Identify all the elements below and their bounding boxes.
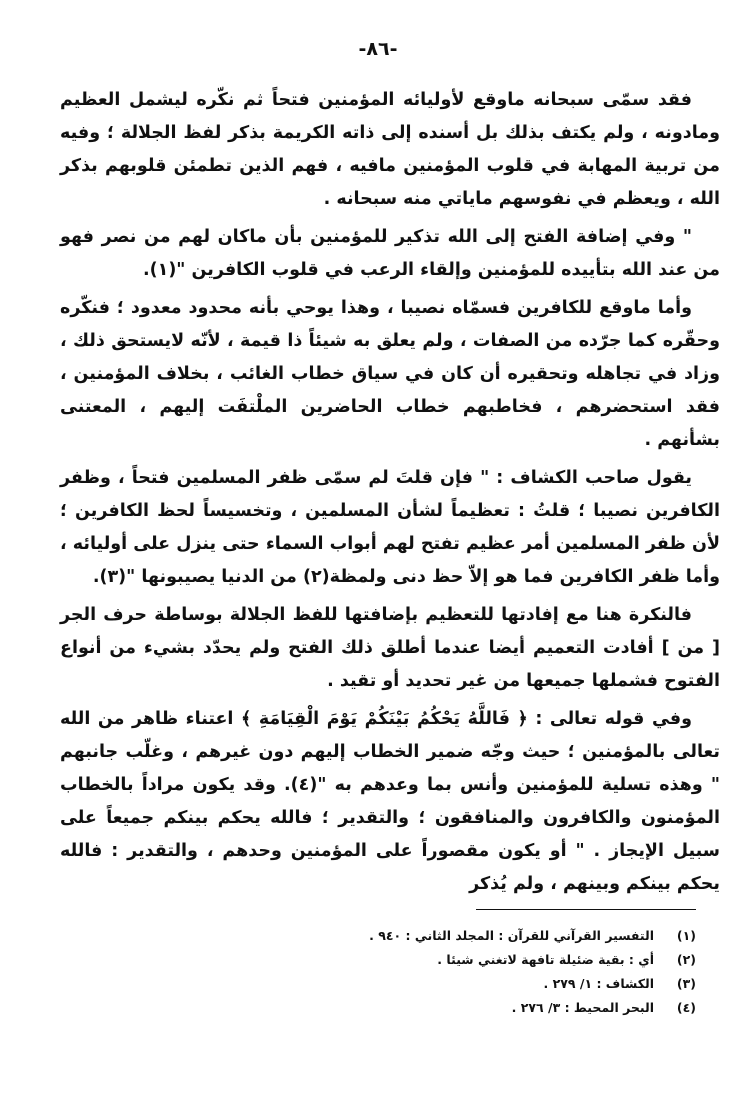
footnote-number: (٤) <box>676 1000 696 1015</box>
main-text <box>60 84 720 906</box>
footnote-number: (٢) <box>676 952 696 967</box>
footnote <box>56 952 696 976</box>
quran-verse: ﴿ فَاللَّهُ يَحْكُمُ بَيْنَكُمْ يَوْمَ الْقِيَامَةِ ﴾ <box>241 709 528 729</box>
paragraph: يقول صاحب الكشاف : " فإن قلتَ لم سمّى ظفر المسلمين فتحاً ، وظفر الكافرين نصيبا ؛ قلتُ : تعظيماً لشأن المسلمين ، وتخسيساً لحظ الكافرين ؛ لأن ظفر المسلمين أمر عظيم تفتح لهم أبواب السماء حتى ينزل على أوليائه ، وأما ظفر الكافرين فما هو إلاّ حظ دنى ولمظة(٢) من الدنيا يصيبونها "(٣). <box>60 468 720 587</box>
footnote-text: التفسير القرآني للقرآن : المجلد الثاني : ٩٤٠ . <box>369 928 654 943</box>
paragraph: وأما ماوقع للكافرين فسمّاه نصيبا ، وهذا يوحي بأنه محدود معدود ؛ فنكّره وحقّره كما جرّده من الصفات ، ولم يعلق به شيئاً ذا قيمة ، لأنّه لايستحق ذلك ، وزاد في تجاهله وتحقيره أن كان في سياق خطاب الغائب ، بخلاف المؤمنين ، فقد استحضرهم ، فخاطبهم خطاب الحاضرين الملْتفَت إليهم ، المعتنى بشأنهم . <box>60 298 720 450</box>
footnote-text: البحر المحيط : ٣/ ٢٧٦ . <box>511 1000 654 1015</box>
footnote-text: الكشاف : ١/ ٢٧٩ . <box>543 976 654 991</box>
footnote <box>56 976 696 1000</box>
page-number: -٨٦- <box>358 38 398 60</box>
paragraph-rest: اعتناء ظاهر من الله تعالى بالمؤمنين ؛ حيث وجّه ضمير الخطاب إليهم دون غيرهم ، وغلّب جانبهم " وهذه تسلية للمؤمنين وأنس بما وعدهم به "(٤). وقد يكون مراداً بالخطاب المؤمنون والكافرون والمنافقون ؛ والتقدير ؛ فالله يحكم بينكم جميعاً على سبيل الإيجاز . " أو يكون مقصوراً على المؤمنين وحدهم ، والتقدير : فالله يحكم بينكم وبينهم ، ولم يُذكر <box>60 709 720 894</box>
footnote-number: (١) <box>676 928 696 943</box>
footnotes <box>56 928 696 1024</box>
paragraph: فالنكرة هنا مع إفادتها للتعظيم بإضافتها للفظ الجلالة بوساطة حرف الجر [ من ] أفادت التعميم أيضا عندما أطلق ذلك الفتح ولم يحدّد بشيء من أنواع الفتوح فشملها جميعها من غير تحديد أو تقيد . <box>60 605 720 691</box>
footnote <box>56 928 696 952</box>
paragraph: فقد سمّى سبحانه ماوقع لأوليائه المؤمنين فتحاً ثم نكّره ليشمل العظيم ومادونه ، ولم يكتف بذلك بل أسنده إلى ذاته الكريمة بذكر لفظ الجلالة ؛ وفيه من تربية المهابة في قلوب المؤمنين مافيه ، فهم الذين تطمئن قلوبهم بذكر الله ، ويعظم في نفوسهم ماياتي منه سبحانه . <box>60 90 720 209</box>
footnote-text: أي : بقية ضئيلة تافهة لاتغني شيئا . <box>437 952 654 967</box>
footnote <box>56 1000 696 1024</box>
paragraph <box>60 703 720 901</box>
paragraph: " وفي إضافة الفتح إلى الله تذكير للمؤمنين بأن ماكان لهم من نصر فهو من عند الله بتأييده للمؤمنين وإلقاء الرعب في قلوب الكافرين "(١). <box>60 227 720 280</box>
footnote-divider <box>476 909 696 910</box>
paragraph-lead: وفي قوله تعالى : <box>527 709 692 729</box>
footnote-number: (٣) <box>676 976 696 991</box>
